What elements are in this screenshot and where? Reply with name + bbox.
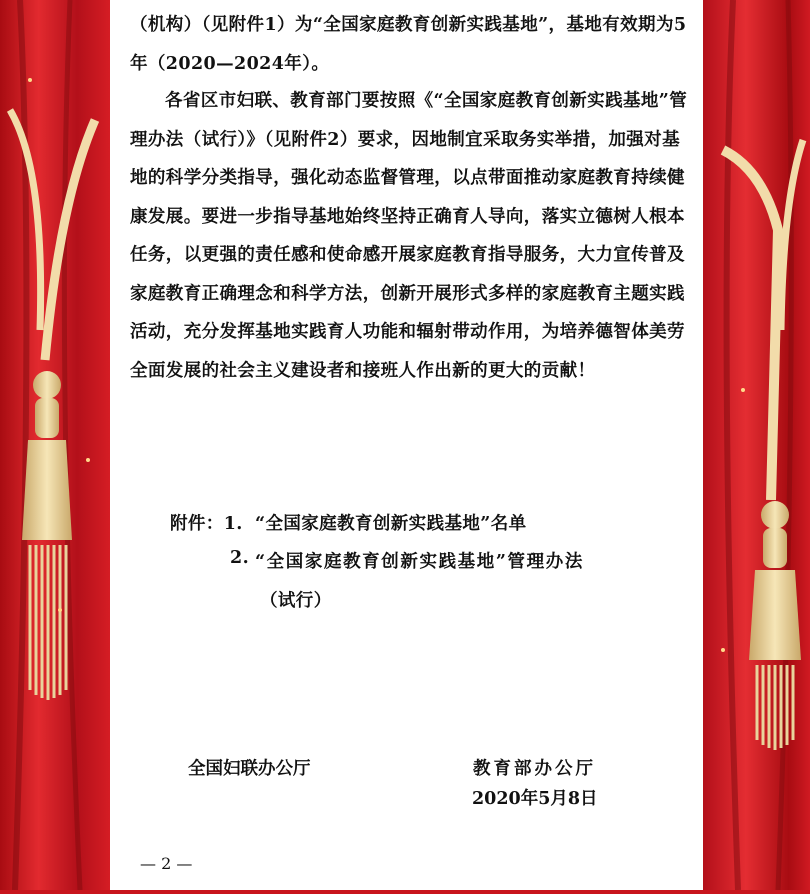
left-curtain-decoration [0, 0, 110, 890]
right-curtain-decoration [703, 0, 810, 890]
attachment-2-text: “全国家庭教育创新实践基地”管理办法 [255, 552, 584, 572]
attachment-1-text: “全国家庭教育创新实践基地”名单 [255, 514, 527, 534]
attachment-label-text: 附件： [170, 514, 224, 534]
body-paragraph-1: （机构）（见附件1）为“全国家庭教育创新实践基地”，基地有效期为5年（2020—2024年）。 [130, 15, 687, 74]
signature-org-1: 全国妇联办公厅 [188, 759, 311, 779]
signature-org-2: 教育部办公厅 [473, 759, 596, 779]
attachment-2-text-cont: （试行） [260, 591, 332, 611]
signature-date: 2020年5月8日 [472, 789, 598, 809]
attachment-2-number: 2. [230, 548, 250, 568]
body-paragraph-2-text: 各省区市妇联、教育部门要按照《“全国家庭教育创新实践基地”管理办法（试行）》（见附件2）要求，因地制宜采取务实举措，加强对基地的科学分类指导，强化动态监督管理，以点带面推动家庭教育持续健康发展。要进一步指导基地始终坚持正确育人导向，落实立德树人根本任务，以更强的责任感和使命感开展家庭教育指导服务，大力宣传普及家庭教育正确理念和科学方法，创新开展形式多样的家庭教育主题实践活动，充分发挥基地实践育人功能和辐射带动作用，为培养德智体美劳全面发展的社会主义建设者和接班人作出新的更大的贡献！ [130, 91, 688, 381]
document-page [110, 0, 703, 890]
attachment-1-number: 1. [223, 514, 243, 534]
body-paragraph-2 [130, 82, 690, 390]
page-number: — 2 — [140, 854, 193, 873]
curtain-drape-icon [0, 0, 110, 890]
curtain-drape-icon [703, 0, 810, 890]
attachment-label [170, 510, 243, 535]
